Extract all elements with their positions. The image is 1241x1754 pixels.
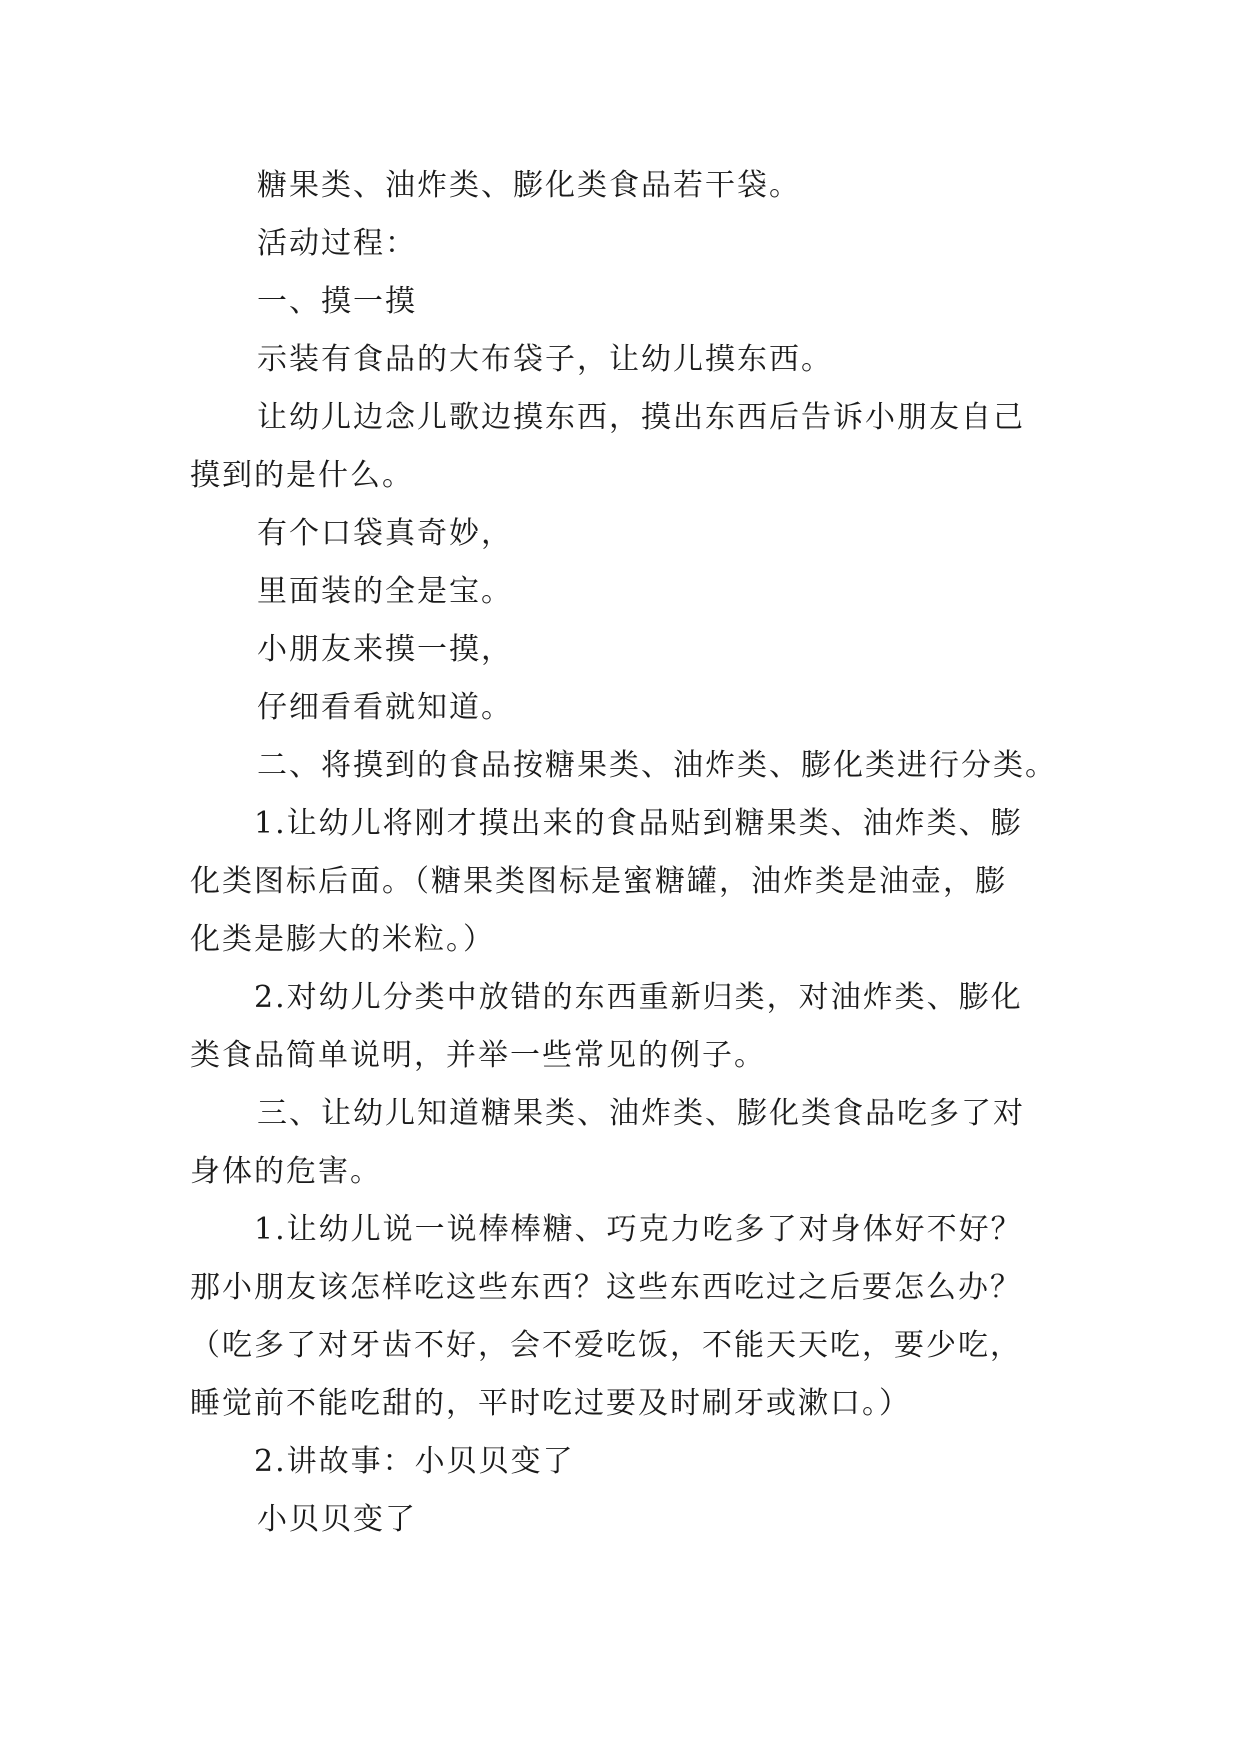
paragraph-line: 2.对幼儿分类中放错的东西重新归类，对油炸类、膨化: [254, 980, 1023, 1015]
materials-line: 糖果类、油炸类、膨化类食品若干袋。: [257, 168, 801, 203]
rhyme-line: 有个口袋真奇妙，: [257, 516, 513, 551]
rhyme-line: 里面装的全是宝。: [257, 574, 513, 609]
section-one-heading: 一、摸一摸: [257, 284, 417, 319]
paragraph-line: 那小朋友该怎样吃这些东西？这些东西吃过之后要怎么办？: [190, 1270, 1022, 1305]
process-heading: 活动过程：: [257, 226, 417, 261]
paragraph-line: 1.让幼儿说一说棒棒糖、巧克力吃多了对身体好不好？: [254, 1212, 1023, 1247]
paragraph-line: 让幼儿边念儿歌边摸东西，摸出东西后告诉小朋友自己: [257, 400, 1025, 435]
story-intro-line: 2.讲故事：小贝贝变了: [254, 1444, 575, 1479]
paragraph-line: 示装有食品的大布袋子，让幼儿摸东西。: [257, 342, 833, 377]
paragraph-line: 化类图标后面。（糖果类图标是蜜糖罐，油炸类是油壶，膨: [190, 864, 1007, 899]
paragraph-line: 化类是膨大的米粒。）: [190, 922, 495, 957]
paragraph-line: （吃多了对牙齿不好，会不爱吃饭，不能天天吃，要少吃，: [190, 1328, 1022, 1363]
rhyme-line: 仔细看看就知道。: [257, 690, 513, 725]
section-two-heading: 二、将摸到的食品按糖果类、油炸类、膨化类进行分类。: [257, 748, 1057, 783]
story-title: 小贝贝变了: [257, 1502, 417, 1537]
rhyme-line: 小朋友来摸一摸，: [257, 632, 513, 667]
paragraph-line: 睡觉前不能吃甜的，平时吃过要及时刷牙或漱口。）: [190, 1386, 911, 1421]
paragraph-line: 类食品简单说明，并举一些常见的例子。: [190, 1038, 766, 1073]
section-three-heading: 三、让幼儿知道糖果类、油炸类、膨化类食品吃多了对: [257, 1096, 1025, 1131]
paragraph-line: 摸到的是什么。: [190, 458, 414, 493]
paragraph-line: 1.让幼儿将刚才摸出来的食品贴到糖果类、油炸类、膨: [254, 806, 1023, 841]
paragraph-line: 身体的危害。: [190, 1154, 382, 1189]
